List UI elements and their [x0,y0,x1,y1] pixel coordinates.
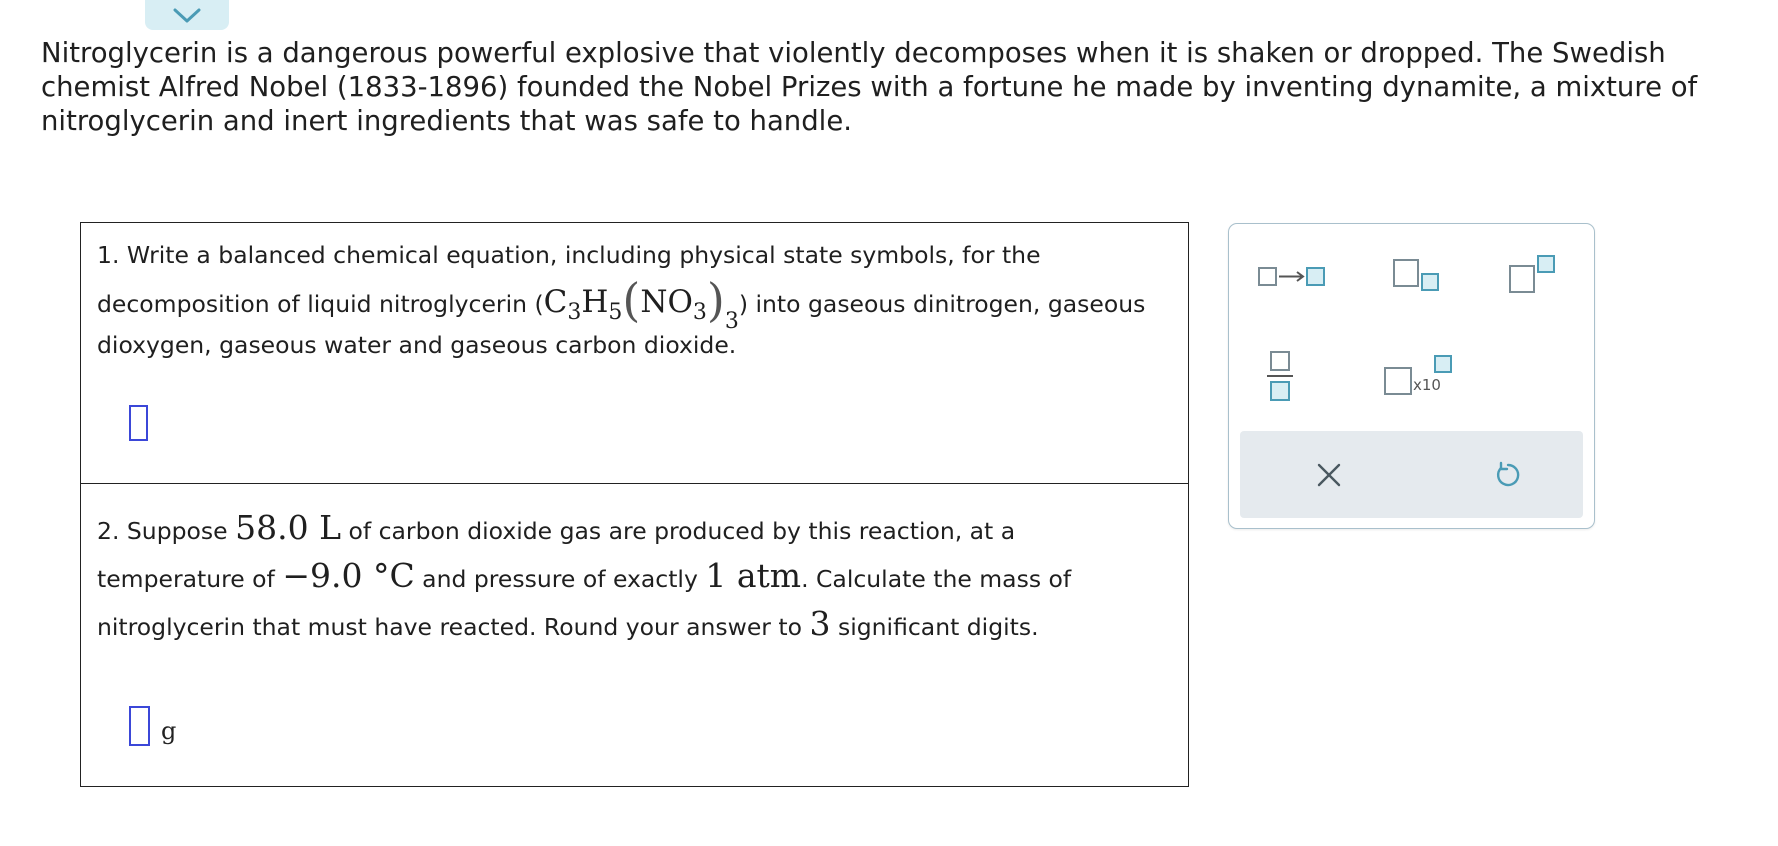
reaction-arrow-icon [1257,264,1329,290]
intro-line: Nitroglycerin is a dangerous powerful explosive that violently decomposes when it is shaken or dropped. The Swedish [41,37,1666,69]
question1-line3: dioxygen, gaseous water and gaseous carbon dioxide. [97,331,737,359]
volume-unit-gap [309,508,320,547]
question2-text: and pressure of exactly [414,565,706,593]
equation-answer-input[interactable] [129,405,148,441]
formula-subscript: 5 [608,300,623,325]
question2-text: . Calculate the mass of [801,565,1072,593]
formula-subscript: 3 [567,300,582,325]
nitroglycerin-formula [543,273,739,334]
reaction-arrow-button[interactable] [1257,264,1329,294]
mass-unit-label: g [161,717,177,745]
chevron-down-icon [172,8,202,24]
pressure-unit: atm [736,556,802,595]
formula-subscript: 3 [724,309,739,334]
fraction-button[interactable] [1267,350,1293,408]
undo-icon [1493,460,1523,490]
volume-value: 58.0 [235,508,309,547]
temperature-unit-gap [362,556,373,595]
fraction-icon [1267,350,1293,404]
scientific-notation-icon [1383,354,1455,398]
scientific-notation-button[interactable] [1383,354,1455,402]
undo-button[interactable] [1483,451,1533,499]
pressure-value: 1 [705,556,727,595]
intro-line: nitroglycerin and inert ingredients that was safe to handle. [41,105,852,137]
clear-button[interactable] [1304,451,1354,499]
temperature-value: −9.0 [282,556,363,595]
question-divider [81,483,1188,484]
subscript-button[interactable] [1392,258,1442,298]
collapse-toggle-button[interactable] [145,0,229,30]
action-bar [1240,431,1583,518]
question2-line2 [97,556,1071,595]
pressure-unit-gap [726,556,737,595]
subscript-icon [1392,258,1442,294]
question2-line1 [97,508,1015,547]
intro-line: chemist Alfred Nobel (1833-1896) founded the Nobel Prizes with a fortune he made by inventing dynamite, a mixture of [41,71,1698,103]
question-box [80,222,1189,787]
x10-label: x10 [1413,376,1441,394]
formula-element: H [581,284,609,320]
superscript-icon [1508,254,1558,294]
close-paren: ) [706,273,725,327]
clear-icon [1315,461,1343,489]
question1-line1: 1. Write a balanced chemical equation, including physical state symbols, for the [97,241,1041,269]
question2-text: 2. Suppose [97,517,236,545]
question2-text: temperature of [97,565,283,593]
mass-answer-input[interactable] [129,706,150,746]
question1-text: decomposition of liquid nitroglycerin ( [97,290,544,318]
question2-text: significant digits. [830,613,1039,641]
question1-line2 [97,273,1145,334]
formula-subscript: 3 [692,300,707,325]
formula-group: NO [640,284,693,320]
question2-line3 [97,604,1039,643]
superscript-button[interactable] [1508,254,1558,298]
volume-unit: L [319,508,341,547]
question2-text: of carbon dioxide gas are produced by this reaction, at a [341,517,1016,545]
question2-text: nitroglycerin that must have reacted. Round your answer to [97,613,810,641]
formula-element: C [543,284,568,320]
temperature-unit: °C [372,556,415,595]
intro-paragraph [41,36,1761,138]
math-toolbox [1228,223,1595,529]
open-paren: ( [622,273,641,327]
question1-text: ) into gaseous dinitrogen, gaseous [738,290,1146,318]
sig-digits-value: 3 [809,604,831,643]
